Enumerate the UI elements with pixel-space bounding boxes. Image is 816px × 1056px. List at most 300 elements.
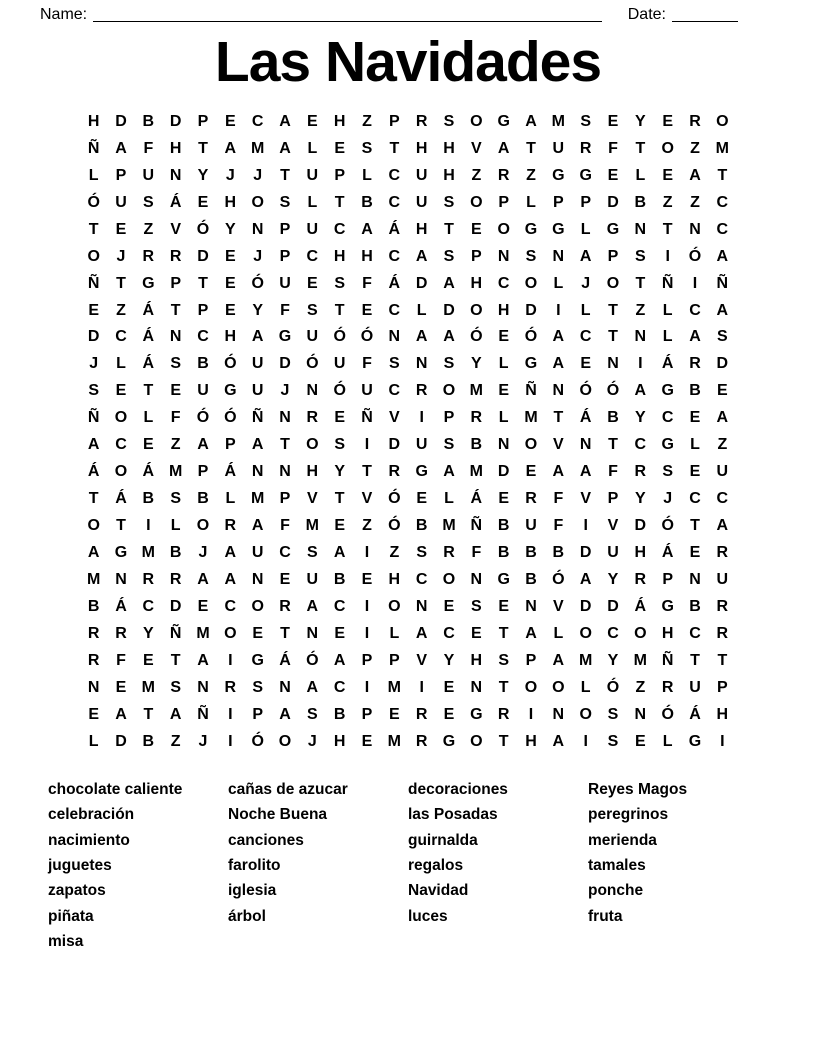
grid-letter: N xyxy=(552,382,565,400)
grid-letter: E xyxy=(224,247,236,265)
grid-letter: Á xyxy=(224,463,237,481)
grid-letter: L xyxy=(580,301,591,319)
grid-letter: O xyxy=(524,436,538,454)
grid-letter: Ó xyxy=(360,328,374,346)
grid-letter: Ó xyxy=(661,517,674,535)
grid-letter: Ó xyxy=(224,409,237,427)
grid-letter: I xyxy=(528,705,534,723)
grid-letter: T xyxy=(526,139,536,157)
grid-letter: N xyxy=(689,220,701,238)
grid-letter: E xyxy=(361,571,373,589)
grid-letter: R xyxy=(579,139,592,157)
grid-letter: A xyxy=(415,624,428,642)
grid-letter: C xyxy=(142,598,155,615)
name-blank-line xyxy=(93,7,602,22)
grid-letter: R xyxy=(716,624,729,642)
grid-letter: S xyxy=(443,247,455,265)
grid-letter: G xyxy=(524,220,538,238)
grid-letter: S xyxy=(443,112,455,130)
grid-letter: U xyxy=(716,571,729,589)
grid-letter: L xyxy=(170,517,181,535)
grid-letter: S xyxy=(170,355,181,373)
grid-letter: T xyxy=(690,517,700,535)
grid-letter: Ó xyxy=(196,409,210,427)
grid-letter: E xyxy=(88,301,99,319)
word-list-item: luces xyxy=(408,907,448,925)
grid-letter: L xyxy=(690,436,700,454)
grid-letter: P xyxy=(580,193,591,211)
grid-letter: U xyxy=(361,382,373,400)
grid-letter: C xyxy=(716,490,729,508)
grid-letter: D xyxy=(197,247,209,265)
grid-letter: H xyxy=(497,301,510,319)
grid-letter: Á xyxy=(661,544,674,562)
grid-letter: B xyxy=(142,490,155,508)
grid-letter: C xyxy=(661,409,674,427)
grid-letter: F xyxy=(362,355,372,373)
grid-letter: N xyxy=(251,463,264,481)
grid-letter: E xyxy=(662,166,673,184)
grid-letter: R xyxy=(634,463,647,481)
grid-letter: S xyxy=(580,112,591,130)
grid-letter: S xyxy=(470,598,482,615)
grid-letter: P xyxy=(115,166,127,184)
grid-letter: I xyxy=(364,598,370,615)
grid-letter: G xyxy=(142,274,155,292)
grid-letter: S xyxy=(170,678,181,696)
grid-letter: H xyxy=(470,651,483,669)
grid-letter: C xyxy=(333,678,346,696)
grid-letter: N xyxy=(251,571,264,589)
grid-letter: A xyxy=(634,382,647,400)
grid-letter: E xyxy=(498,490,509,508)
word-list-item: regalos xyxy=(408,856,464,874)
grid-letter: Y xyxy=(634,490,646,508)
grid-letter: Ñ xyxy=(251,409,264,427)
grid-letter: T xyxy=(143,705,154,723)
word-list-item: canciones xyxy=(228,831,304,849)
grid-letter: T xyxy=(717,651,728,669)
grid-letter: B xyxy=(333,705,346,723)
word-list-item: Reyes Magos xyxy=(588,780,688,798)
grid-letter: U xyxy=(607,544,619,562)
grid-letter: Ñ xyxy=(661,274,674,292)
grid-letter: A xyxy=(279,139,291,157)
grid-letter: Z xyxy=(635,301,646,319)
grid-letter: R xyxy=(525,490,537,508)
grid-letter: E xyxy=(498,382,509,400)
grid-letter: A xyxy=(224,571,237,589)
grid-letter: V xyxy=(470,139,482,157)
grid-letter: Ó xyxy=(251,732,264,750)
grid-letter: M xyxy=(141,678,155,696)
grid-letter: U xyxy=(197,382,209,400)
grid-letter: B xyxy=(525,571,537,589)
grid-letter: L xyxy=(389,624,400,642)
grid-letter: U xyxy=(142,166,155,184)
grid-letter: C xyxy=(497,274,510,292)
grid-letter: C xyxy=(197,328,209,346)
grid-letter: O xyxy=(87,247,100,265)
grid-letter: T xyxy=(444,220,454,238)
grid-letter: R xyxy=(661,678,674,696)
grid-letter: A xyxy=(224,544,237,562)
grid-letter: D xyxy=(115,112,127,130)
grid-letter: Ó xyxy=(552,571,565,589)
grid-letter: Y xyxy=(197,166,209,184)
grid-letter: U xyxy=(306,571,319,589)
grid-letter: O xyxy=(524,678,538,696)
grid-letter: E xyxy=(416,490,427,508)
grid-letter: T xyxy=(362,463,372,481)
grid-letter: E xyxy=(334,517,345,535)
grid-letter: P xyxy=(361,651,373,669)
grid-letter: Z xyxy=(170,732,181,750)
grid-letter: U xyxy=(251,355,264,373)
grid-letter: M xyxy=(633,651,647,669)
grid-letter: Ó xyxy=(524,328,538,346)
grid-letter: O xyxy=(306,436,319,454)
grid-letter: A xyxy=(525,112,537,130)
grid-letter: R xyxy=(306,409,319,427)
grid-letter: R xyxy=(689,355,701,373)
grid-letter: C xyxy=(306,247,319,265)
grid-letter: A xyxy=(279,112,291,130)
grid-letter: J xyxy=(253,247,263,265)
grid-letter: B xyxy=(142,112,155,130)
grid-letter: O xyxy=(470,193,483,211)
grid-letter: Y xyxy=(443,651,455,669)
grid-letter: Z xyxy=(116,301,126,319)
grid-letter: M xyxy=(387,732,401,750)
grid-letter: A xyxy=(87,436,100,454)
grid-letter: Z xyxy=(143,220,154,238)
grid-letter: A xyxy=(251,517,264,535)
word-list-item: peregrinos xyxy=(588,806,669,824)
grid-letter: G xyxy=(497,571,510,589)
grid-letter: R xyxy=(169,247,182,265)
grid-letter: H xyxy=(661,624,674,642)
grid-letter: M xyxy=(442,517,456,535)
grid-letter: I xyxy=(583,732,588,750)
grid-letter: Ó xyxy=(196,220,210,238)
grid-letter: A xyxy=(579,247,592,265)
grid-letter: O xyxy=(716,112,729,130)
grid-letter: F xyxy=(553,490,564,508)
grid-letter: P xyxy=(279,220,291,238)
grid-letter: Y xyxy=(470,355,482,373)
grid-letter: Ó xyxy=(224,355,237,373)
grid-letter: E xyxy=(142,436,154,454)
grid-letter: P xyxy=(197,112,209,130)
grid-letter: T xyxy=(88,220,99,238)
word-list-item: Navidad xyxy=(408,882,469,900)
grid-letter: A xyxy=(443,463,455,481)
grid-letter: L xyxy=(88,166,99,184)
grid-letter: C xyxy=(579,328,592,346)
grid-letter: N xyxy=(470,571,483,589)
grid-letter: R xyxy=(716,544,729,562)
grid-letter: L xyxy=(498,355,509,373)
grid-letter: L xyxy=(143,409,154,427)
grid-letter: U xyxy=(689,678,701,696)
grid-letter: S xyxy=(525,247,537,265)
grid-letter: C xyxy=(634,436,647,454)
grid-letter: L xyxy=(553,274,564,292)
date-label: Date: xyxy=(627,6,666,23)
grid-letter: D xyxy=(388,436,401,454)
grid-letter: M xyxy=(305,517,319,535)
grid-letter: F xyxy=(116,651,126,669)
grid-letter: P xyxy=(361,705,373,723)
grid-letter: Á xyxy=(579,409,592,427)
grid-letter: E xyxy=(170,382,181,400)
grid-letter: N xyxy=(634,705,647,723)
grid-letter: D xyxy=(525,301,537,319)
grid-letter: E xyxy=(115,220,127,238)
grid-letter: Y xyxy=(634,409,646,427)
word-list-item: nacimiento xyxy=(48,831,130,849)
grid-letter: A xyxy=(306,598,319,615)
grid-letter: V xyxy=(416,651,427,669)
grid-letter: Ñ xyxy=(525,382,537,400)
grid-letter: Ñ xyxy=(197,705,209,723)
grid-letter: E xyxy=(498,598,509,615)
grid-letter: R xyxy=(470,409,483,427)
grid-letter: Ó xyxy=(388,517,401,535)
grid-letter: E xyxy=(662,112,673,130)
grid-letter: A xyxy=(415,247,428,265)
grid-letter: L xyxy=(526,193,536,211)
grid-letter: F xyxy=(471,544,482,562)
grid-letter: T xyxy=(498,678,509,696)
grid-letter: C xyxy=(388,166,401,184)
grid-letter: L xyxy=(88,732,99,750)
grid-letter: F xyxy=(280,517,290,535)
grid-letter: S xyxy=(88,382,99,400)
grid-letter: P xyxy=(170,274,181,292)
grid-letter: R xyxy=(415,705,428,723)
grid-letter: E xyxy=(334,139,345,157)
word-list-item: guirnalda xyxy=(408,831,478,849)
grid-letter: H xyxy=(224,328,237,346)
grid-letter: T xyxy=(498,624,509,642)
grid-letter: I xyxy=(720,732,725,750)
grid-letter: Á xyxy=(115,598,127,615)
grid-letter: T xyxy=(608,436,618,454)
grid-letter: Z xyxy=(635,678,646,696)
grid-letter: E xyxy=(498,328,509,346)
grid-letter: T xyxy=(662,220,673,238)
grid-letter: T xyxy=(143,382,154,400)
grid-letter: I xyxy=(228,732,233,750)
grid-letter: R xyxy=(279,598,291,615)
grid-letter: P xyxy=(607,490,619,508)
grid-letter: I xyxy=(228,705,233,723)
grid-letter: S xyxy=(443,355,455,373)
word-list-column xyxy=(588,777,687,955)
grid-letter: Ñ xyxy=(87,274,100,292)
grid-letter: M xyxy=(469,382,483,400)
grid-letter: S xyxy=(279,193,291,211)
grid-letter: G xyxy=(606,220,620,238)
grid-letter: H xyxy=(169,139,182,157)
grid-letter: E xyxy=(443,705,455,723)
grid-letter: A xyxy=(689,166,701,184)
grid-letter: E xyxy=(388,705,400,723)
grid-letter: V xyxy=(552,436,564,454)
grid-letter: O xyxy=(579,705,592,723)
grid-letter: Y xyxy=(607,571,619,589)
grid-letter: B xyxy=(607,409,619,427)
grid-letter: S xyxy=(607,705,619,723)
grid-letter: N xyxy=(525,598,537,615)
grid-letter: Ñ xyxy=(169,624,182,642)
grid-letter: C xyxy=(251,112,264,130)
grid-letter: T xyxy=(334,490,345,508)
grid-letter: N xyxy=(470,678,483,696)
grid-letter: D xyxy=(579,544,592,562)
grid-letter: N xyxy=(634,328,647,346)
grid-letter: D xyxy=(169,598,182,615)
grid-letter: L xyxy=(307,139,318,157)
grid-letter: I xyxy=(638,355,643,373)
grid-letter: O xyxy=(579,624,592,642)
grid-letter: N xyxy=(552,247,565,265)
grid-letter: N xyxy=(634,220,647,238)
grid-letter: J xyxy=(198,544,208,562)
grid-letter: U xyxy=(415,193,428,211)
grid-letter: B xyxy=(470,436,483,454)
grid-letter: Z xyxy=(717,436,728,454)
grid-letter: J xyxy=(280,382,290,400)
grid-letter: T xyxy=(280,624,290,642)
grid-letter: M xyxy=(524,409,538,427)
grid-letter: G xyxy=(661,436,674,454)
grid-letter: U xyxy=(306,220,319,238)
grid-letter: C xyxy=(607,624,619,642)
grid-letter: B xyxy=(689,598,701,615)
grid-letter: A xyxy=(716,409,729,427)
grid-letter: Y xyxy=(634,112,646,130)
grid-letter: Á xyxy=(661,355,674,373)
grid-letter: L xyxy=(553,624,564,642)
grid-letter: H xyxy=(361,247,373,265)
grid-letter: F xyxy=(170,409,181,427)
grid-letter: E xyxy=(607,166,619,184)
grid-letter: J xyxy=(225,166,235,184)
grid-letter: A xyxy=(87,544,100,562)
word-list-item: celebración xyxy=(48,806,135,824)
grid-letter: F xyxy=(553,517,564,535)
grid-letter: L xyxy=(416,301,427,319)
grid-letter: U xyxy=(415,166,428,184)
grid-letter: A xyxy=(333,544,346,562)
grid-letter: E xyxy=(224,112,236,130)
word-list-item: zapatos xyxy=(48,882,106,900)
grid-letter: A xyxy=(552,463,565,481)
grid-letter: N xyxy=(306,382,319,400)
grid-letter: H xyxy=(470,274,483,292)
grid-letter: R xyxy=(443,544,455,562)
grid-letter: A xyxy=(552,328,565,346)
grid-letter: S xyxy=(498,651,509,669)
grid-letter: O xyxy=(470,112,483,130)
grid-letter: C xyxy=(443,624,455,642)
grid-letter: M xyxy=(469,463,483,481)
grid-letter: N xyxy=(279,409,291,427)
grid-letter: I xyxy=(364,678,370,696)
grid-letter: E xyxy=(115,382,127,400)
grid-letter: P xyxy=(552,193,564,211)
grid-letter: S xyxy=(252,678,263,696)
grid-letter: F xyxy=(143,139,154,157)
grid-letter: O xyxy=(524,274,538,292)
grid-letter: R xyxy=(142,247,155,265)
grid-letter: U xyxy=(251,544,264,562)
grid-letter: A xyxy=(552,651,565,669)
word-list-item: merienda xyxy=(588,831,657,849)
grid-letter: U xyxy=(306,328,319,346)
grid-letter: Ó xyxy=(251,274,264,292)
grid-letter: P xyxy=(224,436,236,454)
grid-letter: T xyxy=(608,328,618,346)
wordsearch-grid xyxy=(80,109,736,756)
grid-letter: U xyxy=(306,166,319,184)
grid-letter: P xyxy=(388,651,400,669)
grid-letter: M xyxy=(387,678,401,696)
grid-letter: O xyxy=(114,463,128,481)
grid-letter: D xyxy=(443,301,455,319)
grid-letter: V xyxy=(361,490,373,508)
grid-letter: P xyxy=(716,678,728,696)
grid-letter: S xyxy=(443,436,455,454)
grid-letter: Á xyxy=(169,193,182,211)
grid-letter: E xyxy=(306,274,318,292)
grid-letter: J xyxy=(663,490,673,508)
grid-letter: Ñ xyxy=(87,139,100,157)
grid-letter: A xyxy=(169,705,182,723)
grid-letter: S xyxy=(306,301,318,319)
grid-letter: H xyxy=(333,112,346,130)
grid-letter: T xyxy=(280,436,290,454)
grid-letter: B xyxy=(87,598,100,615)
grid-letter: P xyxy=(252,705,263,723)
grid-letter: A xyxy=(525,624,537,642)
grid-letter: F xyxy=(280,301,290,319)
grid-letter: D xyxy=(579,598,592,615)
grid-letter: O xyxy=(114,409,128,427)
grid-letter: R xyxy=(634,571,647,589)
grid-letter: H xyxy=(333,247,346,265)
grid-letter: A xyxy=(716,301,729,319)
grid-letter: G xyxy=(442,732,456,750)
grid-letter: M xyxy=(251,490,265,508)
grid-letter: Ó xyxy=(333,328,346,346)
grid-letter: C xyxy=(388,382,401,400)
grid-letter: E xyxy=(607,112,619,130)
grid-letter: C xyxy=(689,301,701,319)
grid-letter: B xyxy=(689,382,701,400)
grid-letter: H xyxy=(443,166,455,184)
grid-letter: L xyxy=(444,490,454,508)
grid-letter: A xyxy=(251,328,264,346)
grid-letter: A xyxy=(716,517,729,535)
grid-letter: S xyxy=(334,274,345,292)
grid-letter: F xyxy=(608,463,618,481)
grid-letter: O xyxy=(87,517,100,535)
grid-letter: Z xyxy=(662,193,673,211)
